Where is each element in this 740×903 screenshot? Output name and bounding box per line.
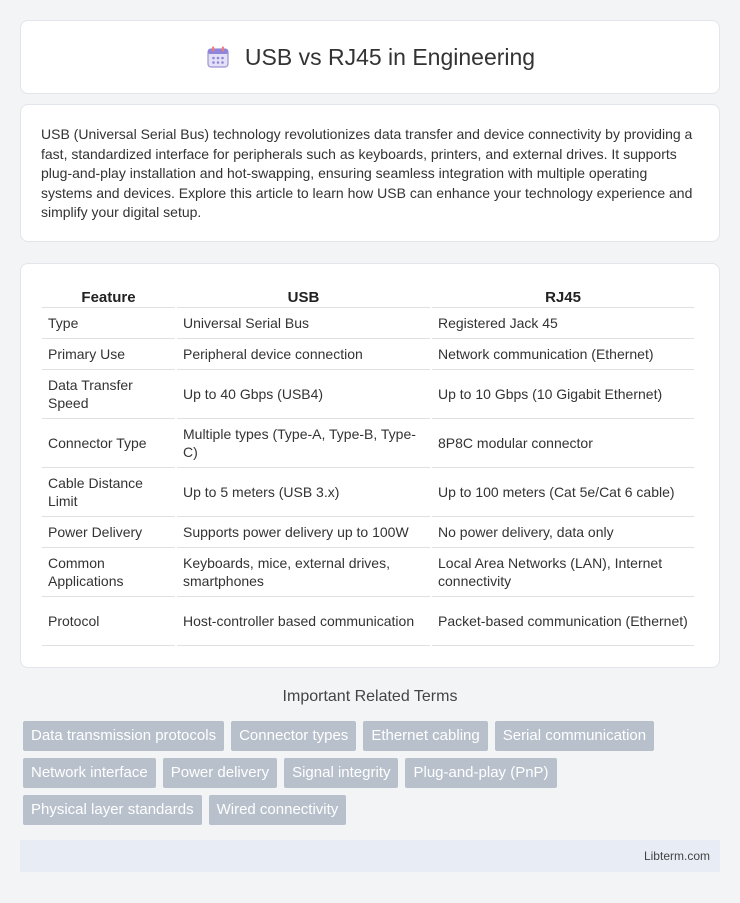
- tag-signal-integrity[interactable]: Signal integrity: [284, 758, 398, 788]
- usb-cell: Host-controller based communication: [177, 597, 430, 646]
- rj45-cell: Network communication (Ethernet): [432, 339, 694, 370]
- usb-cell: Multiple types (Type-A, Type-B, Type-C): [177, 419, 430, 468]
- feature-cell: Cable Distance Limit: [42, 468, 175, 517]
- footer: [20, 840, 720, 872]
- page-title: USB vs RJ45 in Engineering: [244, 43, 536, 70]
- rj45-cell: Local Area Networks (LAN), Internet connectivity: [432, 548, 694, 597]
- tag-plug-and-play[interactable]: Plug-and-play (PnP): [405, 758, 556, 788]
- intro-card: [20, 104, 720, 242]
- usb-cell: Peripheral device connection: [177, 339, 430, 370]
- tag-ethernet-cabling[interactable]: Ethernet cabling: [363, 721, 487, 751]
- feature-cell: Power Delivery: [42, 517, 175, 548]
- tag-network-interface[interactable]: Network interface: [23, 758, 156, 788]
- usb-cell: Keyboards, mice, external drives, smartphones: [177, 548, 430, 597]
- related-tags: [23, 721, 723, 825]
- comparison-card: [20, 263, 720, 668]
- table-row: [42, 339, 694, 370]
- table-row: [42, 419, 694, 468]
- feature-cell: Protocol: [42, 597, 175, 646]
- tag-data-transmission-protocols[interactable]: Data transmission protocols: [23, 721, 224, 751]
- rj45-cell: No power delivery, data only: [432, 517, 694, 548]
- header-usb: USB: [177, 284, 430, 308]
- title-card: [20, 20, 720, 94]
- table-header-row: [42, 284, 694, 308]
- table-row: [42, 370, 694, 419]
- rj45-cell: Up to 100 meters (Cat 5e/Cat 6 cable): [432, 468, 694, 517]
- table-row: [42, 517, 694, 548]
- usb-cell: Universal Serial Bus: [177, 308, 430, 339]
- feature-cell: Type: [42, 308, 175, 339]
- rj45-cell: 8P8C modular connector: [432, 419, 694, 468]
- rj45-cell: Packet-based communication (Ethernet): [432, 597, 694, 646]
- feature-cell: Common Applications: [42, 548, 175, 597]
- header-rj45: RJ45: [432, 284, 694, 308]
- usb-cell: Up to 40 Gbps (USB4): [177, 370, 430, 419]
- table-row: [42, 597, 694, 646]
- tag-physical-layer-standards[interactable]: Physical layer standards: [23, 795, 202, 825]
- tag-wired-connectivity[interactable]: Wired connectivity: [209, 795, 347, 825]
- title-wrap: [205, 44, 535, 71]
- rj45-cell: Registered Jack 45: [432, 308, 694, 339]
- rj45-cell: Up to 10 Gbps (10 Gigabit Ethernet): [432, 370, 694, 419]
- usb-cell: Up to 5 meters (USB 3.x): [177, 468, 430, 517]
- tag-power-delivery[interactable]: Power delivery: [163, 758, 277, 788]
- calendar-icon: [205, 44, 231, 70]
- table-row: [42, 308, 694, 339]
- intro-text: USB (Universal Serial Bus) technology revolutionizes data transfer and device connectivity by providing a fast, standardized interface for peripherals such as keyboards, printers, and external drives. It supports plug-and-play installation and hot-swapping, ensuring seamless integration with multiple operating systems and devices. Explore this article to learn how USB can enhance your technology experience and simplify your digital setup.: [41, 126, 693, 220]
- related-terms-title: Important Related Terms: [282, 688, 458, 705]
- tag-serial-communication[interactable]: Serial communication: [495, 721, 654, 751]
- table-row: [42, 468, 694, 517]
- comparison-table: [40, 284, 696, 646]
- header-feature: Feature: [42, 284, 175, 308]
- table-row: [42, 548, 694, 597]
- feature-cell: Data Transfer Speed: [42, 370, 175, 419]
- usb-cell: Supports power delivery up to 100W: [177, 517, 430, 548]
- feature-cell: Primary Use: [42, 339, 175, 370]
- footer-site-link[interactable]: Libterm.com: [643, 849, 710, 863]
- feature-cell: Connector Type: [42, 419, 175, 468]
- tag-connector-types[interactable]: Connector types: [231, 721, 356, 751]
